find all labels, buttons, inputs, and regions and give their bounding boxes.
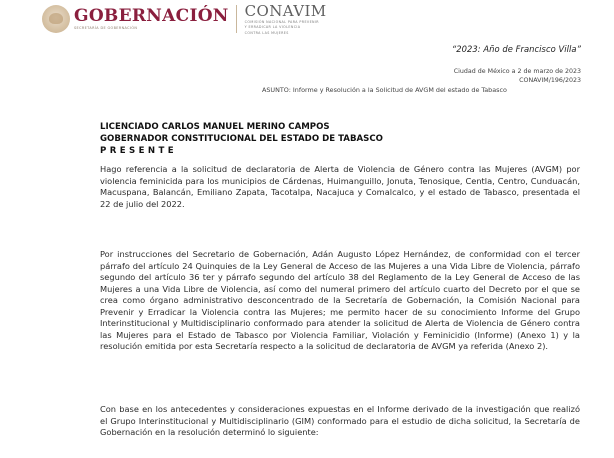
place-date-block <box>454 67 581 85</box>
gobernacion-logo <box>74 7 229 31</box>
addressee-name: LICENCIADO CARLOS MANUEL MERINO CAMPOS <box>100 122 330 132</box>
letterhead <box>42 3 327 35</box>
body-paragraph: Hago referencia a la solicitud de declaratoria de Alerta de Violencia de Género contra las Mujeres (AVGM) por violencia feminicida para los municipios de Cárdenas, Huimanguillo, Jonuta, Tenosique, Centla, Centro, Cunduacán, Macuspana, Balancán, Emiliano Zapata, Tacotalpa, Nacajuca y Comalcalco, y el estado de Tabasco, presentada el 22 de julio del 2022. <box>100 164 580 209</box>
addressee-block <box>100 121 383 157</box>
conavim-subtitle-line: CONTRA LAS MUJERES <box>244 30 289 35</box>
body-paragraph: Con base en los antecedentes y consideraciones expuestas en el Informe derivado de la investigación que realizó el Grupo Interinstitucional y Multidisciplinario (GIM) conformado para el estudio de dicha solicitud, la Secretaría de Gobernación en la resolución determinó lo siguiente: <box>100 404 580 438</box>
header-divider <box>236 5 237 33</box>
conavim-subtitle-line: Y ERRADICAR LA VIOLENCIA <box>244 25 301 30</box>
subject-line: ASUNTO: Informe y Resolución a la Solicitud de AVGM del estado de Tabasco <box>262 86 507 94</box>
conavim-title: CONAVIM <box>244 2 327 21</box>
salutation: PRESENTE <box>100 146 177 156</box>
addressee-position: GOBERNADOR CONSTITUCIONAL DEL ESTADO DE TABASCO <box>100 134 383 144</box>
national-seal-icon <box>42 5 70 33</box>
gobernacion-subtitle: SECRETARÍA DE GOBERNACIÓN <box>74 26 138 30</box>
body-paragraph: Por instrucciones del Secretario de Gobernación, Adán Augusto López Hernández, de conformidad con el tercer párrafo del artículo 24 Quinquies de la Ley General de Acceso de las Mujeres a una Vida Libre de Violencia, párrafo segundo del artículo 36 ter y párrafo segundo del artículo 38 del Reglamento de la Ley General de Acceso de las Mujeres a una Vida Libre de Violencia, así como del numeral primero del artículo cuarto del Decreto por el que se crea como órgano administrativo desconcentrado de la Secretaría de Gobernación, la Comisión Nacional para Prevenir y Erradicar la Violencia contra las Mujeres; me permito hacer de su conocimiento Informe del Grupo Interinstitucional y Multidisciplinario conformado para atender la solicitud de Alerta de Violencia de Género contra las Mujeres para el Estado de Tabasco por Violencia Familiar, Violación y Feminicidio (Informe) (Anexo 1) y la resolución emitida por esta Secretaría respecto a la solicitud de declaratoria de AVGM ya referida (Anexo 2). <box>100 249 580 352</box>
gobernacion-title: GOBERNACIÓN <box>74 6 229 26</box>
conavim-subtitle-line: COMISIÓN NACIONAL PARA PREVENIR <box>244 20 319 25</box>
year-motto: “2023: Año de Francisco Villa” <box>451 44 581 54</box>
conavim-logo <box>245 3 327 35</box>
reference-number: CONAVIM/196/2023 <box>519 77 581 84</box>
place-date: Ciudad de México a 2 de marzo de 2023 <box>453 68 581 75</box>
